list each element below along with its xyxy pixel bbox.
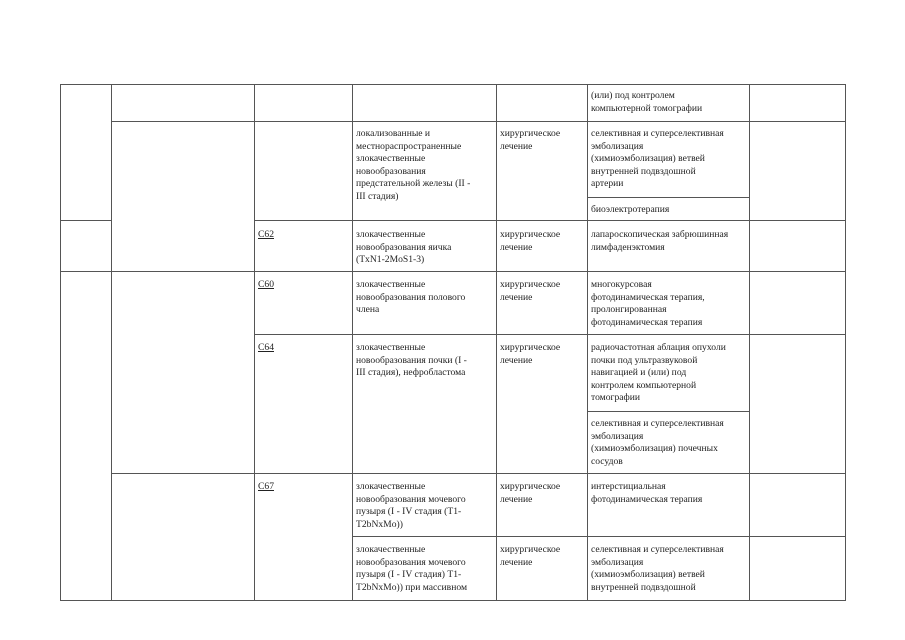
- treatment-cell: хирургическое лечение: [500, 544, 561, 568]
- method-cell: многокурсовая фотодинамическая терапия, пролонгированная фотодинамическая терапия: [591, 279, 705, 328]
- icd-code-link[interactable]: C60: [258, 279, 274, 290]
- disease-cell: злокачественные новообразования мочевого пузыря (I - IV стадия (T1- T2bNxMo)): [356, 481, 466, 530]
- column-rule: [111, 84, 112, 600]
- column-rule: [587, 84, 588, 600]
- disease-cell: злокачественные новообразования яичка (TxN1-2MoS1-3): [356, 229, 452, 266]
- method-cell: радиочастотная аблация опухоли почки под ультразвуковой навигацией и (или) под контролем компьютерной томографии: [591, 342, 726, 404]
- treatment-cell: хирургическое лечение: [500, 229, 561, 253]
- method-cell: (или) под контролем компьютерной томографии: [591, 90, 703, 114]
- treatment-cell: хирургическое лечение: [500, 342, 561, 366]
- icd-code-link[interactable]: C67: [258, 481, 274, 492]
- treatment-cell: хирургическое лечение: [500, 481, 561, 505]
- table-border-bottom: [60, 600, 846, 601]
- method-cell: биоэлектротерапия: [591, 204, 670, 215]
- table-border-left: [60, 84, 61, 600]
- method-cell: интерстициальная фотодинамическая терапия: [591, 481, 703, 505]
- method-cell: селективная и суперселективная эмболизация (химиоэмболизация) ветвей внутренней подвздошной: [591, 544, 724, 593]
- row-rule: [587, 411, 750, 412]
- disease-cell: злокачественные новообразования полового члена: [356, 279, 466, 316]
- column-rule: [254, 84, 255, 600]
- icd-code-link[interactable]: C62: [258, 229, 274, 240]
- disease-cell: злокачественные новообразования почки (I - III стадия), нефробластома: [356, 342, 467, 379]
- disease-cell: злокачественные новообразования мочевого пузыря (I - IV стадия) T1- T2bNxMo)) при массивном: [356, 544, 468, 593]
- disease-cell: локализованные и местнораспространенные злокачественные новообразования предстательной железы (II - III стадия): [356, 128, 471, 202]
- row-rule: [60, 271, 846, 272]
- row-rule: [254, 334, 846, 335]
- row-rule: [60, 220, 112, 221]
- method-cell: лапароскопическая забрюшинная лимфаденэктомия: [591, 229, 729, 253]
- method-cell: селективная и суперселективная эмболизация (химиоэмболизация) ветвей внутренней подвздошной артерии: [591, 128, 724, 190]
- column-rule: [749, 84, 750, 600]
- row-rule: [254, 220, 846, 221]
- treatment-cell: хирургическое лечение: [500, 279, 561, 303]
- column-rule: [496, 84, 497, 600]
- method-cell: селективная и суперселективная эмболизация (химиоэмболизация) почечных сосудов: [591, 418, 724, 467]
- column-rule: [352, 84, 353, 600]
- table-border-right: [845, 84, 846, 600]
- table-border-top: [60, 84, 846, 85]
- treatment-cell: хирургическое лечение: [500, 128, 561, 152]
- row-rule: [352, 536, 846, 537]
- row-rule: [111, 473, 846, 474]
- row-rule: [587, 197, 750, 198]
- row-rule: [111, 121, 846, 122]
- icd-code-link[interactable]: C64: [258, 342, 274, 353]
